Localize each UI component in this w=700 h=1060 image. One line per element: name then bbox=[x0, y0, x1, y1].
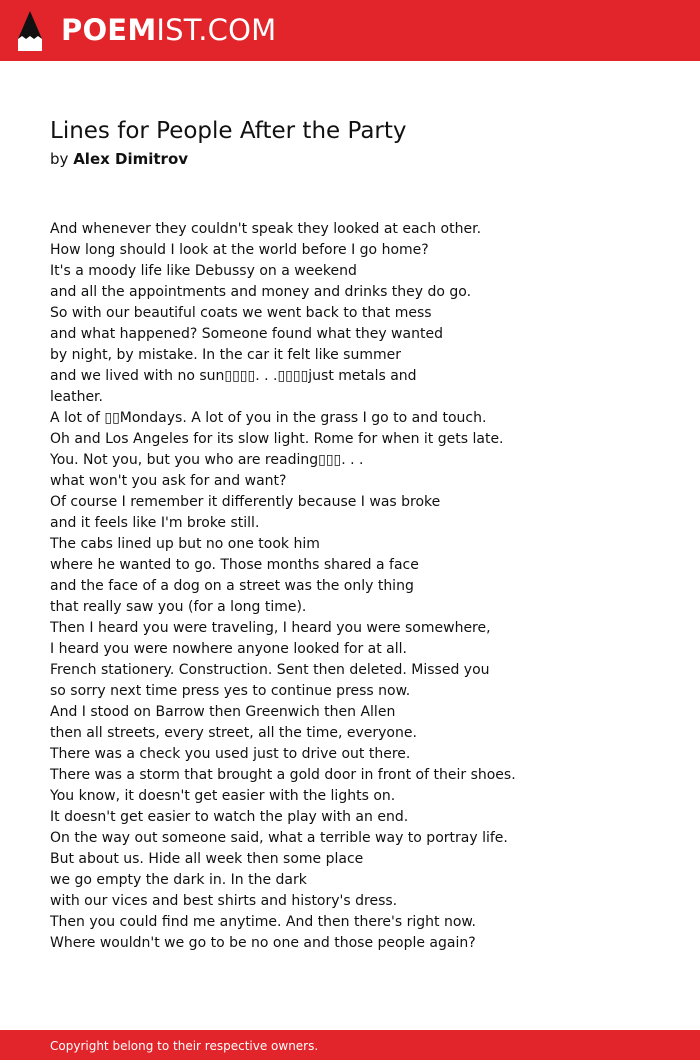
poem-line: and it feels like I'm broke still. bbox=[50, 515, 260, 531]
copyright-text: Copyright belong to their respective owners. bbox=[50, 1039, 319, 1053]
poem-line: French stationery. Construction. Sent then deleted. Missed you bbox=[50, 662, 490, 678]
site-logo[interactable] bbox=[61, 12, 276, 48]
poem-line: There was a check you used just to drive out there. bbox=[50, 746, 411, 762]
poem-line: leather. bbox=[50, 389, 103, 405]
poem-line: Oh and Los Angeles for its slow light. Rome for when it gets late. bbox=[50, 431, 504, 447]
poem-line: and we lived with no sun▯▯▯▯. . .▯▯▯▯just metals and bbox=[50, 368, 417, 384]
poem-line: Then you could find me anytime. And then there's right now. bbox=[50, 914, 477, 930]
poem-line: and what happened? Someone found what they wanted bbox=[50, 326, 443, 342]
poem-line: that really saw you (for a long time). bbox=[50, 599, 307, 615]
poem-line: You know, it doesn't get easier with the lights on. bbox=[50, 788, 396, 804]
poem-title: Lines for People After the Party bbox=[50, 118, 407, 144]
poem-line: It's a moody life like Debussy on a weekend bbox=[50, 263, 357, 279]
poem-line: Of course I remember it differently because I was broke bbox=[50, 494, 441, 510]
poem-line: And I stood on Barrow then Greenwich then Allen bbox=[50, 704, 396, 720]
poem-line: There was a storm that brought a gold door in front of their shoes. bbox=[50, 767, 516, 783]
poem-line: I heard you were nowhere anyone looked for at all. bbox=[50, 641, 407, 657]
poem-line: by night, by mistake. In the car it felt like summer bbox=[50, 347, 401, 363]
poem-line: The cabs lined up but no one took him bbox=[50, 536, 320, 552]
logo-bold-text: POEM bbox=[61, 13, 157, 47]
author-name: Alex Dimitrov bbox=[73, 150, 189, 168]
by-label: by bbox=[50, 150, 69, 168]
poem-line: we go empty the dark in. In the dark bbox=[50, 872, 307, 888]
poem-line: what won't you ask for and want? bbox=[50, 473, 287, 489]
logo-rest-text: IST.COM bbox=[156, 13, 277, 47]
poem-line: And whenever they couldn't speak they looked at each other. bbox=[50, 221, 482, 237]
poem-line: Where wouldn't we go to be no one and those people again? bbox=[50, 935, 476, 951]
poem-line: where he wanted to go. Those months shared a face bbox=[50, 557, 419, 573]
poem-line: and the face of a dog on a street was the only thing bbox=[50, 578, 414, 594]
byline bbox=[50, 148, 188, 170]
poem-line: On the way out someone said, what a terrible way to portray life. bbox=[50, 830, 508, 846]
poem-line: A lot of ▯▯Mondays. A lot of you in the grass I go to and touch. bbox=[50, 410, 487, 426]
poem-line: It doesn't get easier to watch the play with an end. bbox=[50, 809, 409, 825]
poem-line: then all streets, every street, all the time, everyone. bbox=[50, 725, 417, 741]
pencil-icon bbox=[18, 11, 42, 51]
poem-line: so sorry next time press yes to continue press now. bbox=[50, 683, 411, 699]
poem-line: But about us. Hide all week then some place bbox=[50, 851, 364, 867]
poem-line: How long should I look at the world before I go home? bbox=[50, 242, 429, 258]
site-footer bbox=[0, 1030, 700, 1060]
poem-line: You. Not you, but you who are reading▯▯▯. . . bbox=[50, 452, 364, 468]
poem-line: So with our beautiful coats we went back to that mess bbox=[50, 305, 432, 321]
site-header bbox=[0, 0, 700, 61]
poem-line: and all the appointments and money and drinks they do go. bbox=[50, 284, 472, 300]
poem-line: Then I heard you were traveling, I heard you were somewhere, bbox=[50, 620, 491, 636]
poem-line: with our vices and best shirts and history's dress. bbox=[50, 893, 398, 909]
poem-body bbox=[50, 219, 670, 954]
